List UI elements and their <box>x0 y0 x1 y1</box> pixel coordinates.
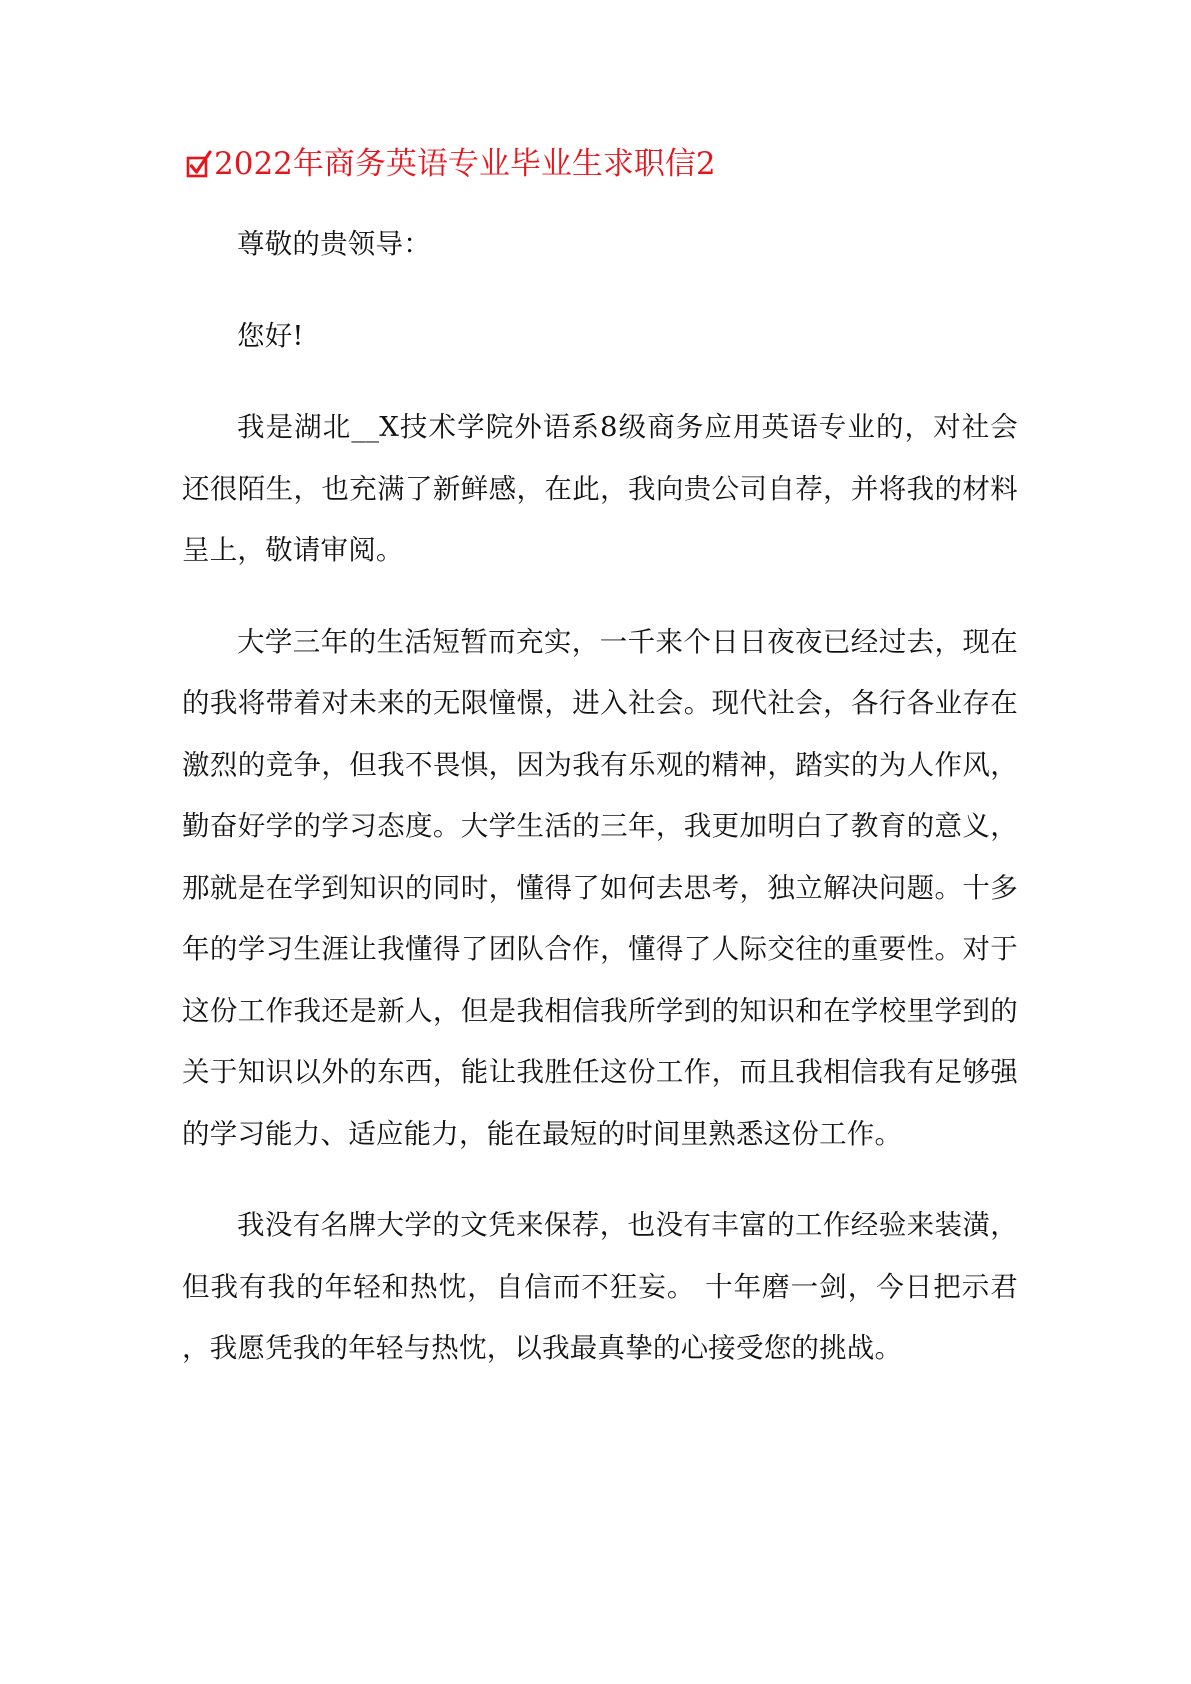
checkbox-check-icon <box>186 149 212 179</box>
document-title-text: 2022年商务英语专业毕业生求职信2 <box>214 146 716 182</box>
paragraph-closing: 我没有名牌大学的文凭来保荐，也没有丰富的工作经验来装潢，但我有我的年轻和热忱，自信而不狂妄。 十年磨一剑，今日把示君 ，我愿凭我的年轻与热忱，以我最真挚的心接受您的挑战。 <box>182 1209 1018 1364</box>
paragraph-university-life: 大学三年的生活短暂而充实，一千来个日日夜夜已经过去，现在的我将带着对未来的无限憧憬，进入社会。现代社会，各行各业存在激烈的竞争，但我不畏惧，因为我有乐观的精神，踏实的为人作风，勤奋好学的学习态度。大学生活的三年，我更加明白了教育的意义，那就是在学到知识的同时，懂得了如何去思考，独立解决问题。十多年的学习生涯让我懂得了团队合作，懂得了人际交往的重要性。对于这份工作我还是新人，但是我相信我所学到的知识和在学校里学到的关于知识以外的东西，能让我胜任这份工作，而且我相信我有足够强的学习能力、适应能力，能在最短的时间里熟悉这份工作。 <box>182 625 1018 1150</box>
greeting-hello: 您好! <box>237 319 304 352</box>
document-title <box>186 142 716 186</box>
greeting-salutation: 尊敬的贵领导： <box>237 228 431 260</box>
document-body <box>182 214 1018 1410</box>
paragraph-introduction: 我是湖北__X技术学院外语系8级商务应用英语专业的，对社会还很陌生，也充满了新鲜感，在此，我向贵公司自荐，并将我的材料呈上，敬请审阅。 <box>182 411 1018 566</box>
